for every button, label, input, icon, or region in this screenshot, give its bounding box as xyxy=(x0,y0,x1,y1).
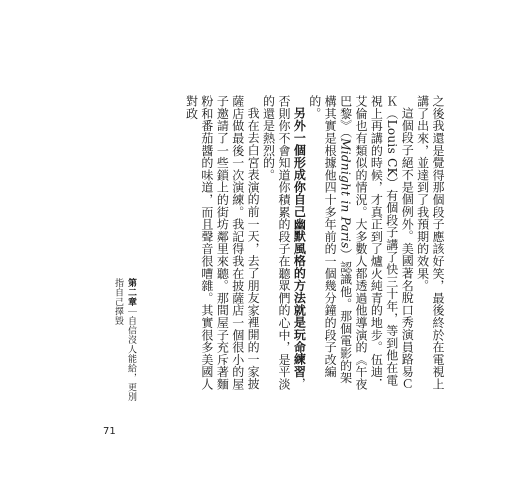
paragraph-2-latin-name: Louis CK xyxy=(384,119,399,177)
paragraph-3-bold: 另外一個形成你自己幽默風格的方法就是玩命練習 xyxy=(292,107,307,378)
paragraph-2-latin-title: Midnight in Paris xyxy=(338,138,353,249)
page-number: 71 xyxy=(103,426,116,437)
chapter-title: 自信沒人能給，更別指自己擇毀 xyxy=(113,278,136,402)
paragraph-1: 之後我還是覺得那個段子應該好笑，最後終於在電視上講了出來，並達到了我預期的效果。 xyxy=(415,95,445,391)
paragraph-2 xyxy=(306,95,414,395)
running-head xyxy=(112,278,138,408)
paragraph-2-part-d: ）有個段子講了快三十年，等到他在電視上再講的時候，才真正到了爐火純青的地步。伍迪．艾倫也有類似的情況。大多數人都透過他導演的《午夜巴黎》（ xyxy=(338,95,399,391)
body-text xyxy=(184,95,445,395)
chapter-label: 第二章 xyxy=(126,278,136,307)
running-head-separator: ｜ xyxy=(126,306,136,316)
paragraph-3-rest: ，否則你不會知道你積累的段子在聽眾們的心中，是平淡的還是熱烈的。 xyxy=(261,95,307,391)
paragraph-2-part-f: ）認識他。那個電影的架構其實是根據他四十多年前的一個幾分鐘的段子改編的。 xyxy=(307,95,353,384)
paragraph-2-part-a: 這個段子絕不是個例外。美國著名脫口秀演員路易 xyxy=(400,107,415,378)
paragraph-4: 我在去白宮表演的前一天，去了朋友家裡開的一家披薩店做最後一次演練。我記得我在披薩店一個很小的屋子邀請了一些鎖上的街坊鄰里來聽。那間屋子充斥著麵粉和番茄醬的味道，而且聲音很嘈雜。其實很多美國人對政 xyxy=(184,95,261,391)
paragraph-2-part-b: ＣＫ（ xyxy=(384,95,415,390)
paragraph-3 xyxy=(260,95,306,395)
